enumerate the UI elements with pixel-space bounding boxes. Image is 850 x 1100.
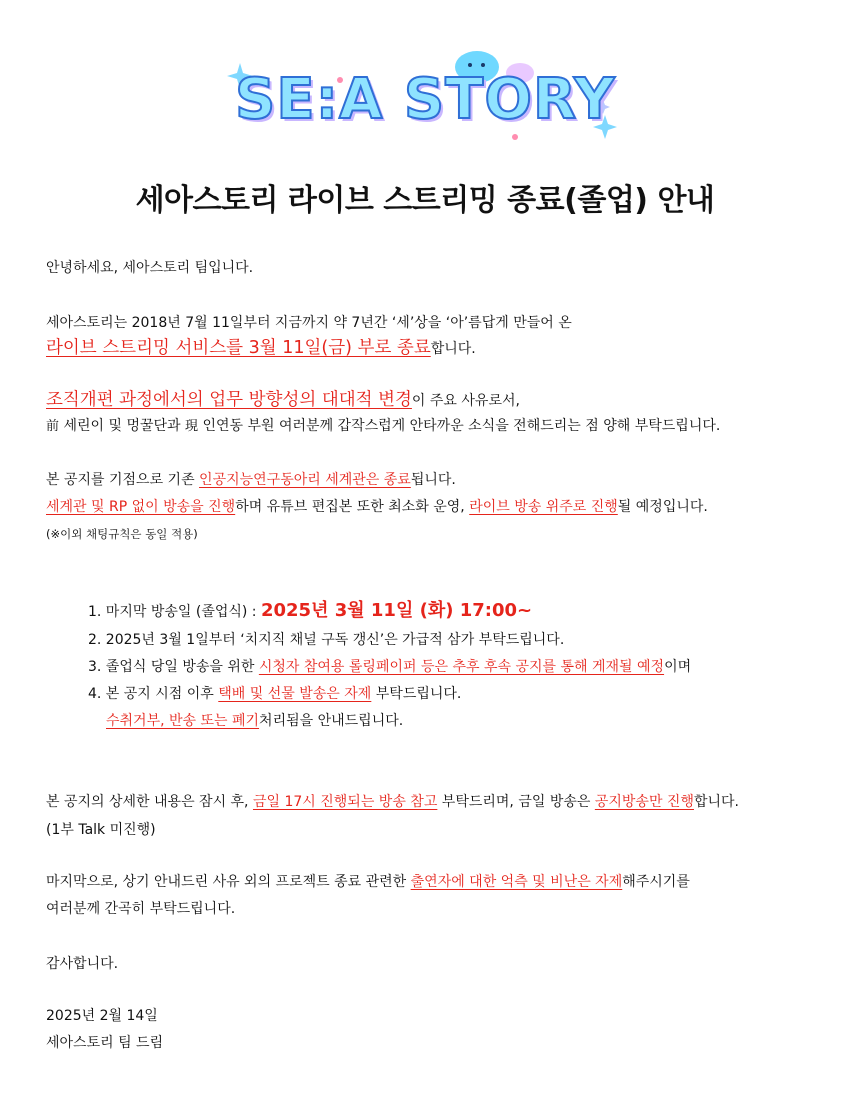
list-item4-head: 4. 본 공지 시점 이후 [88,686,219,702]
p5-highlight: 출연자에 대한 억측 및 비난은 자제 [410,874,623,890]
p3-highlight-3: 라이브 방송 위주로 진행 [469,499,618,515]
p3-line1-head: 본 공지를 기점으로 기존 [46,472,200,488]
p2-highlight: 조직개편 과정에서의 업무 방향성의 대대적 변경 [46,390,412,410]
p4-line1-tail: 합니다. [693,794,740,810]
p3-line2-mid: 하며 유튜브 편집본 또한 최소화 운영, [235,499,470,515]
list-item [88,657,691,677]
p3-highlight-1: 인공지능연구동아리 세계관은 종료 [199,472,411,488]
list-item4-sub-tail: 처리됨을 안내드립니다. [259,713,404,729]
p4-highlight-1: 금일 17시 진행되는 방송 참고 [252,794,438,810]
p5-line1-tail: 해주시기를 [622,874,690,890]
list-item4-highlight: 택배 및 선물 발송은 자제 [218,686,372,702]
p2-line2 [46,416,720,437]
p1-tail: 합니다. [430,341,476,357]
list-item3-head: 3. 졸업식 당일 방송을 위한 [88,659,259,675]
p4-line1 [46,792,739,812]
p3-line1 [46,470,456,490]
p4-line1-mid: 부탁드리며, 금일 방송은 [437,794,595,810]
p4-line2: (1부 Talk 미진행) [46,822,156,838]
final-broadcast-date: 2025년 3월 11일 (화) 17:00~ [260,600,533,621]
logo [215,45,635,150]
p2-tail: 이 주요 사유로서, [411,393,520,409]
p4-highlight-2: 공지방송만 진행 [594,794,694,810]
hanja-current: 現 [185,419,199,434]
p3-highlight-2: 세계관 및 RP 없이 방송을 진행 [46,499,236,515]
p3-line2 [46,497,708,517]
list-item-sub [106,711,403,731]
p5-line1-head: 마지막으로, 상기 안내드린 사유 외의 프로젝트 종료 관련한 [46,874,411,890]
p3-line1-tail: 됩니다. [410,472,456,488]
p1-line1: 세아스토리는 2018년 7월 11일부터 지금까지 약 7년간 ‘세’상을 ‘아’름답게 만들어 온 [46,315,572,331]
p3-line2-tail: 될 예정입니다. [617,499,708,515]
list-item4-sub-highlight: 수취거부, 반송 또는 폐기 [106,713,260,729]
page-title: 세아스토리 라이브 스트리밍 종료(졸업) 안내 [135,183,715,218]
thanks: 감사합니다. [46,956,119,972]
signature: 세아스토리 팀 드림 [46,1035,164,1051]
list-item4-tail: 부탁드립니다. [371,686,462,702]
hanja-former: 前 [46,419,60,434]
p2-line2-b: 인연동 부원 여러분께 갑작스럽게 안타까운 소식을 전해드리는 점 양해 부탁드립니다. [198,418,721,434]
p2-line1 [46,388,520,412]
notice-date: 2025년 2월 14일 [46,1008,158,1024]
p1-line2 [46,336,476,360]
list-item3-highlight: 시청자 참여용 롤링페이퍼 등은 추후 후속 공지를 통해 게재될 예정 [258,659,665,675]
p1-highlight: 라이브 스트리밍 서비스를 3월 11일(금) 부로 종료 [46,338,431,358]
list-item1-head: 1. 마지막 방송일 (졸업식) : [88,604,261,620]
p4-line1-head: 본 공지의 상세한 내용은 잠시 후, [46,794,253,810]
list-item [88,601,532,622]
p2-line2-a: 세린이 및 멍꿀단과 [59,418,186,434]
greeting: 안녕하세요, 세아스토리 팀입니다. [46,260,254,276]
p5-line1 [46,872,690,892]
list-item3-tail: 이며 [664,659,692,675]
list-item [88,684,461,704]
p3-note: (※이외 채팅규칙은 동일 적용) [46,527,198,541]
p5-line2: 여러분께 간곡히 부탁드립니다. [46,901,236,917]
logo-text: SE:A STORY [235,67,616,132]
list-item: 2. 2025년 3월 1일부터 ‘치지직 채널 구독 갱신’은 가급적 삼가 부탁드립니다. [88,632,565,648]
